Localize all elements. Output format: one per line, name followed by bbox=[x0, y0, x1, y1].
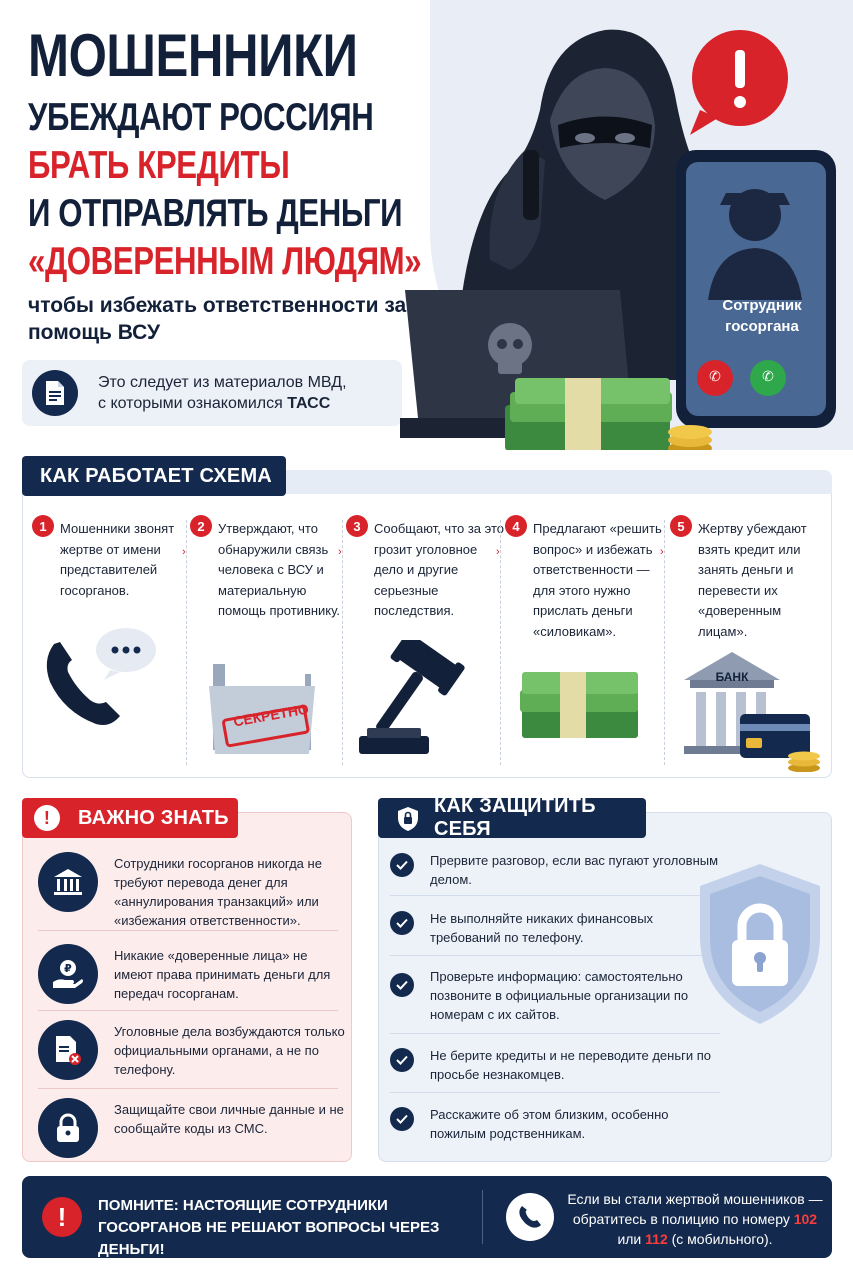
bank-building-icon bbox=[680, 648, 828, 772]
alert-icon: ! bbox=[42, 1197, 82, 1237]
title-line-5: «ДОВЕРЕННЫМ ЛЮДЯМ» bbox=[28, 240, 422, 283]
step-text: Утверждают, что обнаружили связь человека с ВСУ и материальную помощь противнику. bbox=[218, 521, 340, 618]
footer-contact bbox=[564, 1189, 826, 1249]
step-arrow-icon: › bbox=[182, 546, 186, 558]
protect-text: Не выполняйте никаких финансовых требований по телефону. bbox=[430, 911, 654, 945]
footer-contact-mid: или bbox=[617, 1231, 646, 1247]
phone-illustration bbox=[676, 150, 836, 428]
alert-bubble-icon bbox=[690, 30, 788, 135]
protect-text: Не берите кредиты и не переводите деньги по просьбе незнакомцев. bbox=[430, 1048, 711, 1082]
title-line-4: И ОТПРАВЛЯТЬ ДЕНЬГИ bbox=[28, 192, 403, 235]
source-line-2 bbox=[98, 393, 347, 414]
bank-label: БАНК bbox=[715, 670, 749, 684]
protect-title-text: КАК ЗАЩИТИТЬ СЕБЯ bbox=[434, 795, 596, 840]
title-line-1: МОШЕННИКИ bbox=[28, 22, 358, 89]
important-text: Уголовные дела возбуждаются только официальными органами, а не по телефону. bbox=[114, 1024, 345, 1077]
phone-icon bbox=[506, 1193, 554, 1241]
protect-separator bbox=[390, 1092, 720, 1093]
shield-icon bbox=[396, 806, 420, 832]
source-text bbox=[98, 372, 347, 414]
important-separator bbox=[38, 1088, 338, 1089]
source-line-2-text: с которыми ознакомился bbox=[98, 395, 288, 412]
important-title-text: ВАЖНО ЗНАТЬ bbox=[78, 806, 229, 829]
footer-contact-text: Если вы стали жертвой мошенников — обратитесь в полицию по номеру bbox=[567, 1191, 823, 1227]
ruble-hand-icon bbox=[38, 944, 98, 1004]
caller-line-2: госоргана bbox=[725, 318, 799, 335]
step-arrow-icon: › bbox=[338, 546, 342, 558]
source-box bbox=[22, 360, 402, 426]
important-separator bbox=[38, 930, 338, 931]
svg-text:₽: ₽ bbox=[64, 962, 72, 975]
folder-stamp: СЕКРЕТНО bbox=[232, 700, 310, 730]
protect-separator bbox=[390, 1033, 720, 1034]
step-number: 1 bbox=[32, 515, 54, 537]
source-agency: ТАСС bbox=[287, 395, 331, 412]
source-line-1: Это следует из материалов МВД, bbox=[98, 374, 347, 391]
document-icon bbox=[32, 370, 78, 416]
step-number: 3 bbox=[346, 515, 368, 537]
check-icon bbox=[390, 911, 414, 935]
lock-icon bbox=[38, 1098, 98, 1158]
title-line-3: БРАТЬ КРЕДИТЫ bbox=[28, 144, 290, 187]
footer-banner bbox=[22, 1176, 832, 1258]
phone-handset-icon bbox=[40, 620, 170, 730]
check-icon bbox=[390, 973, 414, 997]
bank-icon bbox=[38, 852, 98, 912]
exclamation-icon: ! bbox=[34, 805, 60, 831]
check-icon bbox=[390, 853, 414, 877]
step-text: Предлагают «решить вопрос» и избежать ответственности — для этого нужно прислать деньги «силовикам». bbox=[533, 521, 662, 639]
phone-caller-label bbox=[692, 295, 832, 337]
important-text: Защищайте свои личные данные и не сообщайте коды из СМС. bbox=[114, 1102, 344, 1136]
step-text: Сообщают, что за это грозит уголовное дело и другие серьезные последствия. bbox=[374, 521, 505, 618]
caller-line-1: Сотрудник bbox=[722, 297, 802, 314]
scheme-title: КАК РАБОТАЕТ СХЕМА bbox=[22, 456, 286, 496]
important-title bbox=[22, 798, 238, 838]
protect-separator bbox=[390, 895, 720, 896]
step-number: 5 bbox=[670, 515, 692, 537]
step-number: 2 bbox=[190, 515, 212, 537]
hero-illustration bbox=[400, 0, 853, 450]
protect-text: Прервите разговор, если вас пугают уголовным делом. bbox=[430, 853, 719, 887]
protect-separator bbox=[390, 955, 720, 956]
step-text: Мошенники звонят жертве от имени представителей госорганов. bbox=[60, 521, 175, 598]
footer-contact-end: (с мобильного). bbox=[667, 1231, 773, 1247]
check-icon bbox=[390, 1048, 414, 1072]
gavel-icon bbox=[355, 640, 495, 760]
cash-icon bbox=[518, 662, 642, 742]
footer-divider bbox=[482, 1190, 483, 1244]
title-line-2: УБЕЖДАЮТ РОССИЯН bbox=[28, 96, 374, 139]
check-icon bbox=[390, 1107, 414, 1131]
emergency-number: 112 bbox=[645, 1231, 668, 1247]
important-text: Никакие «доверенные лица» не имеют права принимать деньги для передач госорганам. bbox=[114, 948, 331, 1001]
important-separator bbox=[38, 1010, 338, 1011]
protect-title bbox=[378, 795, 646, 840]
shield-lock-icon bbox=[694, 860, 826, 1028]
important-text: Сотрудники госорганов никогда не требуют перевода денег для «аннулирования транзакций» или «избежания ответственности». bbox=[114, 856, 322, 928]
police-number: 102 bbox=[793, 1211, 818, 1227]
step-number: 4 bbox=[505, 515, 527, 537]
protect-text: Проверьте информацию: самостоятельно позвоните в официальные организации по номерам с их сайтов. bbox=[430, 969, 689, 1022]
decline-call-icon: ✆ bbox=[709, 368, 721, 384]
protect-text: Расскажите об этом близким, особенно пожилым родственникам. bbox=[430, 1107, 669, 1141]
step-text: Жертву убеждают взять кредит или занять деньги и перевести их «доверенным лицам». bbox=[698, 521, 807, 639]
step-arrow-icon: › bbox=[496, 546, 500, 558]
subtitle: чтобы избежать ответственности за помощь ВСУ bbox=[28, 294, 407, 344]
footer-warning: ПОМНИТЕ: НАСТОЯЩИЕ СОТРУДНИКИ ГОСОРГАНОВ НЕ РЕШАЮТ ВОПРОСЫ ЧЕРЕЗ ДЕНЬГИ! bbox=[98, 1197, 440, 1258]
document-x-icon bbox=[38, 1020, 98, 1080]
accept-call-icon: ✆ bbox=[762, 368, 774, 384]
step-arrow-icon: › bbox=[660, 546, 664, 558]
